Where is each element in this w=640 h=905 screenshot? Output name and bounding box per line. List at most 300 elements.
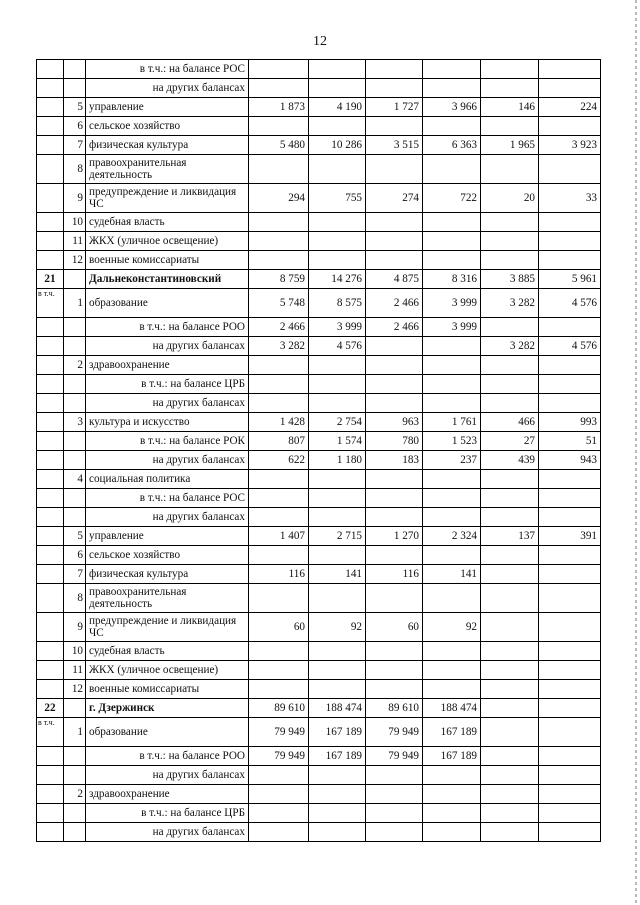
item-name: сельское хозяйство: [86, 546, 249, 565]
value-cell: [366, 117, 423, 136]
item-name: здравоохранение: [86, 785, 249, 804]
district-code: [37, 642, 64, 661]
value-cell: [539, 251, 601, 270]
item-name: правоохранительная деятельность: [86, 155, 249, 184]
value-cell: 188 474: [423, 699, 481, 718]
value-cell: 5 961: [539, 270, 601, 289]
value-cell: [249, 60, 309, 79]
item-index: 7: [64, 136, 86, 155]
item-name: в т.ч.: на балансе ЦРБ: [86, 375, 249, 394]
item-name: судебная власть: [86, 642, 249, 661]
item-index: [64, 823, 86, 842]
table-row: [37, 136, 601, 155]
table-row: [37, 718, 601, 747]
value-cell: [309, 642, 366, 661]
table-row: [37, 155, 601, 184]
value-cell: [309, 232, 366, 251]
value-cell: [481, 470, 539, 489]
value-cell: [249, 584, 309, 613]
value-cell: 3 923: [539, 136, 601, 155]
table-row: [37, 413, 601, 432]
value-cell: [309, 785, 366, 804]
value-cell: [481, 680, 539, 699]
value-cell: [249, 823, 309, 842]
table-row: [37, 785, 601, 804]
value-cell: [423, 642, 481, 661]
district-code: [37, 117, 64, 136]
value-cell: [423, 823, 481, 842]
item-index: [64, 60, 86, 79]
value-cell: [481, 117, 539, 136]
value-cell: 188 474: [309, 699, 366, 718]
value-cell: 116: [366, 565, 423, 584]
item-index: 4: [64, 470, 86, 489]
value-cell: [309, 661, 366, 680]
value-cell: [539, 375, 601, 394]
item-name: предупреждение и ликвидация ЧС: [86, 613, 249, 642]
item-name: образование: [86, 289, 249, 318]
value-cell: 8 316: [423, 270, 481, 289]
value-cell: 79 949: [366, 747, 423, 766]
value-cell: [249, 785, 309, 804]
value-cell: 943: [539, 451, 601, 470]
district-code: [37, 508, 64, 527]
row-prefix: в т.ч.: [37, 718, 64, 747]
value-cell: [249, 232, 309, 251]
value-cell: [366, 375, 423, 394]
item-index: [64, 270, 86, 289]
item-index: 3: [64, 413, 86, 432]
table-row: [37, 747, 601, 766]
item-name: в т.ч.: на балансе РОС: [86, 60, 249, 79]
value-cell: [539, 232, 601, 251]
value-cell: 439: [481, 451, 539, 470]
page-number: 12: [313, 34, 327, 49]
item-name: предупреждение и ликвидация ЧС: [86, 184, 249, 213]
value-cell: [539, 642, 601, 661]
value-cell: [366, 394, 423, 413]
value-cell: [309, 213, 366, 232]
value-cell: 27: [481, 432, 539, 451]
value-cell: 3 515: [366, 136, 423, 155]
value-cell: [539, 394, 601, 413]
value-cell: [539, 613, 601, 642]
value-cell: [539, 785, 601, 804]
value-cell: 33: [539, 184, 601, 213]
value-cell: [539, 565, 601, 584]
value-cell: [366, 785, 423, 804]
item-index: 8: [64, 584, 86, 613]
value-cell: 1 965: [481, 136, 539, 155]
item-index: [64, 489, 86, 508]
value-cell: [309, 489, 366, 508]
value-cell: [539, 584, 601, 613]
value-cell: [539, 661, 601, 680]
district-code: [37, 613, 64, 642]
value-cell: 2 754: [309, 413, 366, 432]
district-code: [37, 136, 64, 155]
item-name: г. Дзержинск: [86, 699, 249, 718]
value-cell: 3 999: [423, 289, 481, 318]
value-cell: [481, 79, 539, 98]
value-cell: [423, 117, 481, 136]
value-cell: 183: [366, 451, 423, 470]
value-cell: [309, 546, 366, 565]
value-cell: [423, 785, 481, 804]
district-code: [37, 661, 64, 680]
district-row: [37, 699, 601, 718]
item-name: в т.ч.: на балансе РОО: [86, 318, 249, 337]
item-index: 5: [64, 98, 86, 117]
item-index: [64, 699, 86, 718]
table-row: [37, 432, 601, 451]
value-cell: 294: [249, 184, 309, 213]
value-cell: [249, 251, 309, 270]
item-name: Дальнеконстантиновский: [86, 270, 249, 289]
value-cell: [366, 79, 423, 98]
item-name: на других балансах: [86, 451, 249, 470]
value-cell: 146: [481, 98, 539, 117]
value-cell: [309, 356, 366, 375]
value-cell: 3 282: [249, 337, 309, 356]
value-cell: [366, 470, 423, 489]
value-cell: [423, 804, 481, 823]
value-cell: [249, 508, 309, 527]
item-index: [64, 79, 86, 98]
item-name: военные комиссариаты: [86, 680, 249, 699]
value-cell: 1 180: [309, 451, 366, 470]
item-index: 11: [64, 232, 86, 251]
value-cell: [366, 546, 423, 565]
value-cell: [423, 470, 481, 489]
value-cell: 5 748: [249, 289, 309, 318]
value-cell: [423, 489, 481, 508]
value-cell: 167 189: [423, 747, 481, 766]
value-cell: 1 761: [423, 413, 481, 432]
district-code: [37, 747, 64, 766]
table-row: [37, 508, 601, 527]
table-row: [37, 289, 601, 318]
value-cell: [481, 155, 539, 184]
item-name: социальная политика: [86, 470, 249, 489]
district-code: [37, 184, 64, 213]
district-code: 21: [37, 270, 64, 289]
value-cell: [481, 747, 539, 766]
value-cell: [539, 804, 601, 823]
table-row: [37, 184, 601, 213]
value-cell: [249, 661, 309, 680]
value-cell: 92: [309, 613, 366, 642]
table-row: [37, 79, 601, 98]
item-index: 5: [64, 527, 86, 546]
table-body: [37, 60, 601, 842]
value-cell: [481, 565, 539, 584]
item-name: физическая культура: [86, 136, 249, 155]
value-cell: [423, 375, 481, 394]
value-cell: 1 270: [366, 527, 423, 546]
value-cell: [249, 356, 309, 375]
value-cell: [481, 823, 539, 842]
item-name: на других балансах: [86, 766, 249, 785]
item-name: образование: [86, 718, 249, 747]
value-cell: [249, 394, 309, 413]
value-cell: 466: [481, 413, 539, 432]
value-cell: [366, 584, 423, 613]
value-cell: 4 576: [309, 337, 366, 356]
table-row: [37, 823, 601, 842]
district-code: [37, 60, 64, 79]
value-cell: [423, 508, 481, 527]
value-cell: [481, 642, 539, 661]
value-cell: [539, 747, 601, 766]
value-cell: 224: [539, 98, 601, 117]
value-cell: [309, 79, 366, 98]
value-cell: 4 576: [539, 289, 601, 318]
value-cell: [423, 60, 481, 79]
item-name: в т.ч.: на балансе ЦРБ: [86, 804, 249, 823]
district-code: [37, 451, 64, 470]
value-cell: 3 282: [481, 289, 539, 318]
value-cell: 3 885: [481, 270, 539, 289]
value-cell: [366, 337, 423, 356]
value-cell: [539, 699, 601, 718]
value-cell: [366, 356, 423, 375]
value-cell: [423, 546, 481, 565]
item-index: 12: [64, 680, 86, 699]
value-cell: [423, 232, 481, 251]
value-cell: 116: [249, 565, 309, 584]
table-row: [37, 356, 601, 375]
value-cell: [249, 680, 309, 699]
value-cell: 807: [249, 432, 309, 451]
value-cell: 722: [423, 184, 481, 213]
value-cell: [366, 680, 423, 699]
value-cell: [309, 680, 366, 699]
value-cell: [481, 489, 539, 508]
value-cell: 4 576: [539, 337, 601, 356]
table-row: [37, 804, 601, 823]
value-cell: [539, 823, 601, 842]
value-cell: 3 999: [309, 318, 366, 337]
value-cell: [539, 508, 601, 527]
table-row: [37, 451, 601, 470]
value-cell: [481, 699, 539, 718]
value-cell: 2 466: [366, 289, 423, 318]
value-cell: [539, 718, 601, 747]
value-cell: 274: [366, 184, 423, 213]
table-row: [37, 318, 601, 337]
value-cell: [481, 766, 539, 785]
value-cell: [539, 79, 601, 98]
value-cell: [309, 394, 366, 413]
value-cell: [249, 766, 309, 785]
item-name: военные комиссариаты: [86, 251, 249, 270]
item-name: управление: [86, 98, 249, 117]
table-row: [37, 232, 601, 251]
value-cell: [309, 823, 366, 842]
table-row: [37, 527, 601, 546]
value-cell: [481, 356, 539, 375]
value-cell: 1 428: [249, 413, 309, 432]
value-cell: [249, 546, 309, 565]
district-code: [37, 766, 64, 785]
value-cell: 4 875: [366, 270, 423, 289]
value-cell: [309, 804, 366, 823]
value-cell: [423, 213, 481, 232]
value-cell: 993: [539, 413, 601, 432]
district-code: [37, 804, 64, 823]
item-index: [64, 318, 86, 337]
item-name: культура и искусство: [86, 413, 249, 432]
value-cell: [539, 766, 601, 785]
value-cell: 167 189: [309, 747, 366, 766]
value-cell: 141: [423, 565, 481, 584]
value-cell: [366, 213, 423, 232]
item-name: ЖКХ (уличное освещение): [86, 232, 249, 251]
value-cell: 1 873: [249, 98, 309, 117]
district-code: [37, 470, 64, 489]
value-cell: 237: [423, 451, 481, 470]
value-cell: [366, 642, 423, 661]
district-code: [37, 79, 64, 98]
value-cell: 89 610: [366, 699, 423, 718]
value-cell: [539, 155, 601, 184]
district-code: [37, 213, 64, 232]
value-cell: [423, 766, 481, 785]
item-name: на других балансах: [86, 337, 249, 356]
value-cell: [423, 356, 481, 375]
item-index: [64, 804, 86, 823]
value-cell: [309, 584, 366, 613]
district-code: [37, 337, 64, 356]
item-index: 9: [64, 613, 86, 642]
value-cell: [423, 337, 481, 356]
district-code: [37, 489, 64, 508]
item-index: [64, 432, 86, 451]
value-cell: [249, 804, 309, 823]
item-name: ЖКХ (уличное освещение): [86, 661, 249, 680]
district-code: 22: [37, 699, 64, 718]
value-cell: [249, 155, 309, 184]
value-cell: 3 999: [423, 318, 481, 337]
item-name: в т.ч.: на балансе РОО: [86, 747, 249, 766]
value-cell: [481, 375, 539, 394]
item-name: на других балансах: [86, 79, 249, 98]
value-cell: [481, 546, 539, 565]
value-cell: [539, 356, 601, 375]
value-cell: 141: [309, 565, 366, 584]
value-cell: 92: [423, 613, 481, 642]
value-cell: [309, 470, 366, 489]
value-cell: [249, 213, 309, 232]
value-cell: [481, 213, 539, 232]
district-code: [37, 375, 64, 394]
value-cell: [423, 155, 481, 184]
value-cell: [481, 318, 539, 337]
value-cell: [366, 508, 423, 527]
value-cell: [539, 213, 601, 232]
value-cell: 79 949: [249, 747, 309, 766]
district-code: [37, 155, 64, 184]
value-cell: [481, 804, 539, 823]
value-cell: 14 276: [309, 270, 366, 289]
value-cell: 2 324: [423, 527, 481, 546]
value-cell: 137: [481, 527, 539, 546]
district-code: [37, 232, 64, 251]
value-cell: [481, 661, 539, 680]
value-cell: 5 480: [249, 136, 309, 155]
value-cell: [249, 489, 309, 508]
value-cell: 1 407: [249, 527, 309, 546]
value-cell: 1 727: [366, 98, 423, 117]
item-name: судебная власть: [86, 213, 249, 232]
item-index: 6: [64, 546, 86, 565]
value-cell: 755: [309, 184, 366, 213]
value-cell: [309, 60, 366, 79]
item-index: 7: [64, 565, 86, 584]
value-cell: [539, 489, 601, 508]
value-cell: [539, 546, 601, 565]
district-code: [37, 584, 64, 613]
table-row: [37, 60, 601, 79]
value-cell: 20: [481, 184, 539, 213]
value-cell: [366, 661, 423, 680]
value-cell: 4 190: [309, 98, 366, 117]
table-row: [37, 661, 601, 680]
value-cell: 60: [366, 613, 423, 642]
item-name: на других балансах: [86, 508, 249, 527]
value-cell: [539, 318, 601, 337]
district-code: [37, 527, 64, 546]
value-cell: 780: [366, 432, 423, 451]
value-cell: [481, 251, 539, 270]
value-cell: [481, 613, 539, 642]
value-cell: [366, 60, 423, 79]
item-index: [64, 375, 86, 394]
value-cell: [366, 251, 423, 270]
value-cell: [366, 804, 423, 823]
value-cell: 622: [249, 451, 309, 470]
value-cell: [309, 155, 366, 184]
row-prefix: в т.ч.: [37, 289, 64, 318]
value-cell: 8 759: [249, 270, 309, 289]
value-cell: [309, 766, 366, 785]
value-cell: [423, 251, 481, 270]
table-row: [37, 766, 601, 785]
district-row: [37, 270, 601, 289]
district-code: [37, 546, 64, 565]
value-cell: [249, 375, 309, 394]
value-cell: [423, 680, 481, 699]
value-cell: [481, 718, 539, 747]
value-cell: [366, 823, 423, 842]
value-cell: 1 523: [423, 432, 481, 451]
value-cell: [423, 661, 481, 680]
district-code: [37, 356, 64, 375]
table-row: [37, 394, 601, 413]
value-cell: [249, 642, 309, 661]
value-cell: [309, 375, 366, 394]
table-row: [37, 546, 601, 565]
item-name: правоохранительная деятельность: [86, 584, 249, 613]
table-row: [37, 565, 601, 584]
item-index: 6: [64, 117, 86, 136]
value-cell: [539, 117, 601, 136]
budget-table: [36, 59, 601, 842]
value-cell: [249, 470, 309, 489]
value-cell: [366, 489, 423, 508]
value-cell: [309, 117, 366, 136]
